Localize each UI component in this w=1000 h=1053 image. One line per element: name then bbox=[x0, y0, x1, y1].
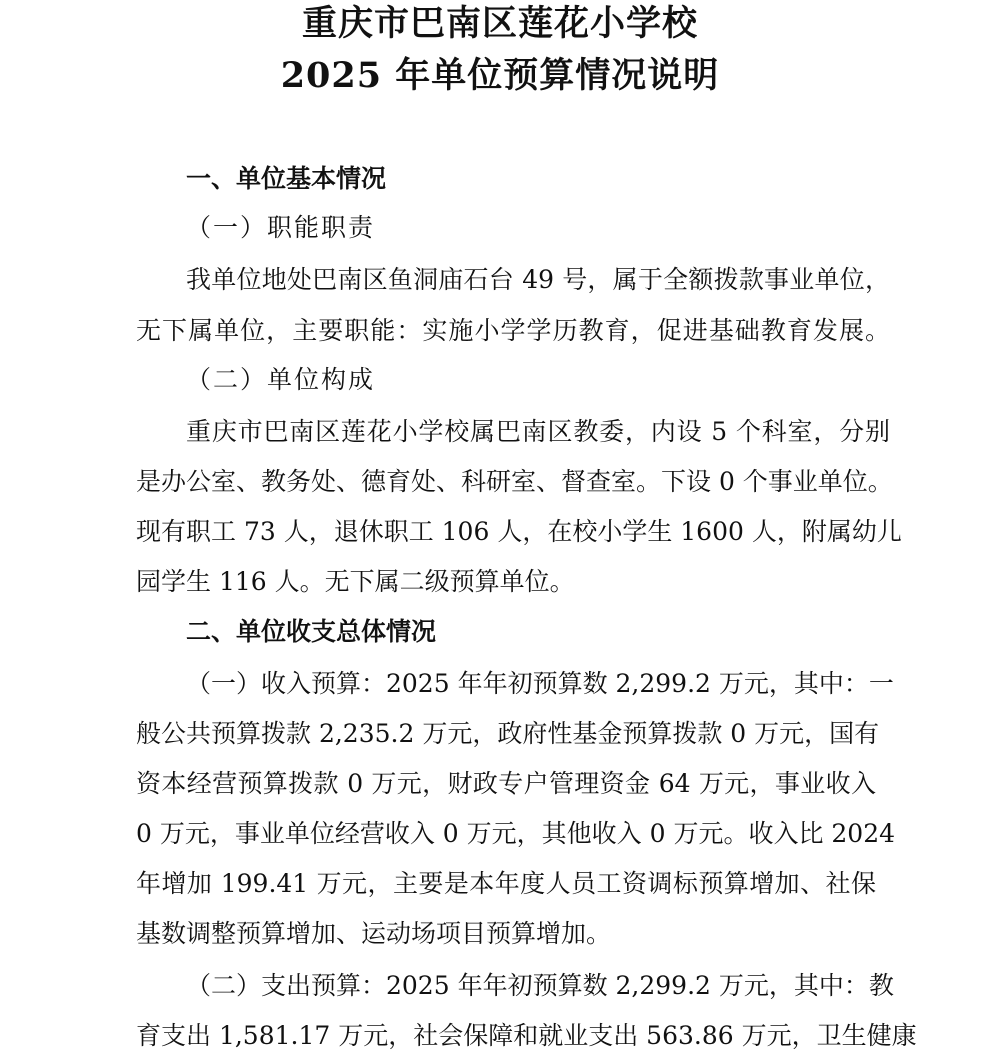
paragraph-line bbox=[136, 466, 893, 498]
paragraph-line bbox=[186, 668, 894, 700]
text-line: 资本经营预算拨款 0 万元，财政专户管理资金 64 万元，事业收入 bbox=[136, 769, 876, 798]
paragraph-line bbox=[186, 264, 890, 296]
text-line: （二）支出预算：2025 年年初预算数 2,299.2 万元，其中：教 bbox=[186, 971, 894, 1000]
paragraph-line bbox=[136, 516, 902, 548]
paragraph-line bbox=[186, 416, 890, 448]
text-line: 是办公室、教务处、德育处、科研室、督查室。下设 0 个事业单位。 bbox=[136, 467, 893, 496]
paragraph-line bbox=[136, 315, 890, 347]
section-heading-income-expense: 二、单位收支总体情况 bbox=[186, 617, 437, 646]
document-title-line1: 重庆市巴南区莲花小学校 bbox=[301, 3, 698, 44]
paragraph-line bbox=[186, 970, 894, 1002]
text-line: 现有职工 73 人，退休职工 106 人，在校小学生 1600 人，附属幼儿 bbox=[136, 517, 902, 546]
paragraph-line bbox=[136, 818, 896, 850]
subsection-heading-composition: （二）单位构成 bbox=[186, 365, 376, 394]
paragraph-line bbox=[136, 718, 880, 750]
paragraph-line: 园学生 116 人。无下属二级预算单位。 bbox=[136, 567, 575, 596]
paragraph-line: 基数调整预算增加、运动场项目预算增加。 bbox=[136, 919, 612, 948]
subsection-heading-duties: （一）职能职责 bbox=[186, 213, 376, 242]
text-line: 0 万元，事业单位经营收入 0 万元，其他收入 0 万元。收入比 2024 bbox=[136, 819, 896, 848]
document-title-line2: 2025 年单位预算情况说明 bbox=[280, 55, 720, 96]
text-line: 我单位地处巴南区鱼洞庙石台 49 号，属于全额拨款事业单位， bbox=[186, 265, 890, 294]
text-line: （一）收入预算：2025 年年初预算数 2,299.2 万元，其中：一 bbox=[186, 669, 894, 698]
section-heading-basic-info: 一、单位基本情况 bbox=[186, 164, 387, 193]
paragraph-line bbox=[136, 768, 876, 800]
text-line: 年增加 199.41 万元，主要是本年度人员工资调标预算增加、社保 bbox=[136, 869, 876, 898]
text-line: 般公共预算拨款 2,235.2 万元，政府性基金预算拨款 0 万元，国有 bbox=[136, 719, 880, 748]
text-line: 无下属单位，主要职能：实施小学学历教育，促进基础教育发展。 bbox=[136, 316, 890, 345]
text-line: 育支出 1,581.17 万元，社会保障和就业支出 563.86 万元，卫生健康 bbox=[136, 1021, 917, 1050]
text-line: 重庆市巴南区莲花小学校属巴南区教委，内设 5 个科室，分别 bbox=[186, 417, 890, 446]
paragraph-line bbox=[136, 868, 876, 900]
paragraph-line bbox=[136, 1020, 917, 1052]
